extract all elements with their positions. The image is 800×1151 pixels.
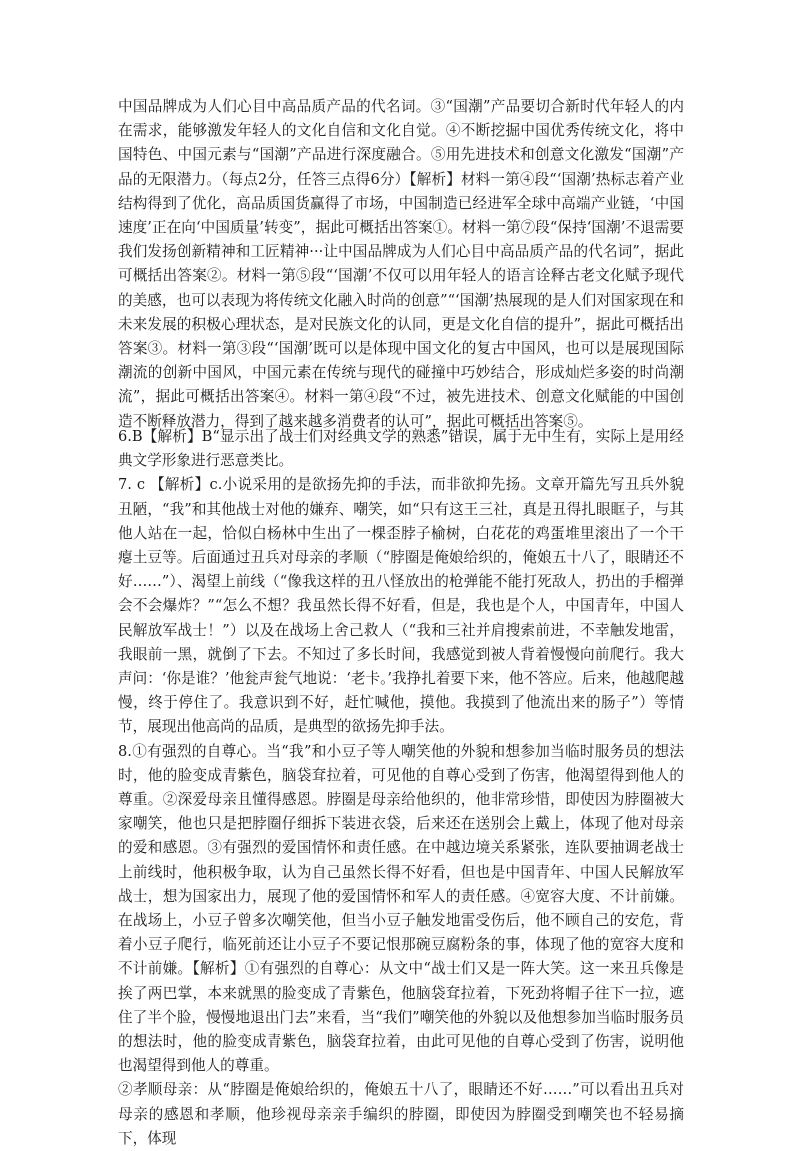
paragraph-q5-answer: 中国品牌成为人们心目中高品质产品的代名词。③“国潮”产品要切合新时代年轻人的内在需求，能够激发年轻人的文化自信和文化自觉。④不断挖掘中国优秀传统文化，将中国特色、中国元素与“国潮”产品进行深度融合。⑤用先进技术和创意文化激发“国潮”产品的无限潜力。（每点2分，任答三点得6分）【解析】材料一第④段“‘国潮’热标志着产业结构得到了优化，高品质国货赢得了市场，中国制造已经进军全球中高端产业链，‘中国速度’正在向‘中国质量’转变”，据此可概括出答案①。材料一第⑦段“保持‘国潮’不退需要我们发扬创新精神和工匠精神···让中国品牌成为人们心目中高品质产品的代名词”，据此可概括出答案②。材料一第⑤段“‘国潮’不仅可以用年轻人的语言诠释古老文化赋予现代的美感，也可以表现为将传统文化融入时尚的创意”“‘国潮’热展现的是人们对国家现在和未来发展的积极心理状态，是对民族文化的认同，更是文化自信的提升”，据此可概括出答案③。材料一第③段“‘国潮’既可以是体现中国文化的复古中国风，也可以是展现国际潮流的创新中国风，中国元素在传统与现代的碰撞中巧妙结合，形成灿烂多姿的时尚潮流”，据此可概括出答案④。材料一第④段“不过，被先进技术、创意文化赋能的中国创造不断释放潜力，得到了越来越多消费者的认可”，据此可概括出答案⑤。 (118, 98, 684, 430)
answer-block-6-8 (118, 425, 684, 1151)
paragraph-q6-answer: 6.B【解析】B“显示出了战士们对经典文学的熟悉”错误，属于无中生有，实际上是用经典文学形象进行恶意类比。 (118, 428, 684, 470)
paragraph-q8-answer: 8.①有强烈的自尊心。当“我”和小豆子等人嘲笑他的外貌和想参加当临时服务员的想法时，他的脸变成青紫色，脑袋耷拉着，可见他的自尊心受到了伤害，他渴望得到他人的尊重。②深爱母亲且懂得感恩。脖圈是母亲给他织的，他非常珍惜，即使因为脖圈被大家嘲笑，他也只是把脖圈仔细拆下装进衣袋，后来还在送别会上戴上，体现了他对母亲的爱和感恩。③有强烈的爱国情怀和责任感。在中越边境关系紧张，连队要抽调老战士上前线时，他积极争取，认为自己虽然长得不好看，但也是中国青年、中国人民解放军战士，想为国家出力，展现了他的爱国情怀和军人的责任感。④宽容大度、不计前嫌。在战场上，小豆子曾多次嘲笑他，但当小豆子触发地雷受伤后，他不顾自己的安危，背着小豆子爬行，临死前还让小豆子不要记恨那碗豆腐粉条的事，体现了他的宽容大度和不计前嫌。【解析】①有强烈的自尊心：从文中“战士们又是一阵大笑。这一来丑兵像是挨了两巴掌，本来就黑的脸变成了青紫色，他脑袋耷拉着，下死劲将帽子往下一拉，遮住了半个脸，慢慢地退出门去”来看，当“我们”嘲笑他的外貌以及他想参加当临时服务员的想法时，他的脸变成青紫色，脑袋耷拉着，由此可见他的自尊心受到了伤害，说明他也渴望得到他人的尊重。 (118, 742, 684, 1075)
paragraph-q7-answer: 7. c 【解析】c.小说采用的是欲扬先抑的手法，而非欲抑先扬。文章开篇先写丑兵外貌丑陋，“我”和其他战士对他的嫌弃、嘲笑，如“只有这王三社，真是丑得扎眼眶子，与其他人站在一起，恰似白杨林中生出了一棵歪脖子榆树，白花花的鸡蛋堆里滚出了一个干瘪土豆等。后面通过丑兵对母亲的孝顺（“脖圈是俺娘给织的，俺娘五十八了，眼睛还不好……”）、渴望上前线（“像我这样的丑八怪放出的枪弹能不能打死敌人，扔出的手榴弹会不会爆炸？”“怎么不想？我虽然长得不好看，但是，我也是个人，中国青年，中国人民解放军战士！”）以及在战场上舍己救人（“我和三社并肩搜索前进，不幸触发地雷，我眼前一黑，就倒了下去。不知过了多长时间，我感觉到被人背着慢慢向前爬行。我大声问：‘你是谁？’他瓮声瓮气地说：‘老卡。’我挣扎着要下来，他不答应。后来，他越爬越慢，终于停住了。我意识到不好，赶忙喊他，摸他。我摸到了他流出来的肠子”）等情节，展现出他高尚的品质，是典型的欲扬先抑手法。 (118, 476, 684, 736)
answer-block-5 (118, 95, 684, 434)
paragraph-q8-analysis: ②孝顺母亲：从“脖圈是俺娘给织的，俺娘五十八了，眼睛还不好……”可以看出丑兵对母亲的感恩和孝顺，他珍视母亲亲手编织的脖圈，即使因为脖圈受到嘲笑也不轻易摘下，体现 (118, 1081, 684, 1147)
